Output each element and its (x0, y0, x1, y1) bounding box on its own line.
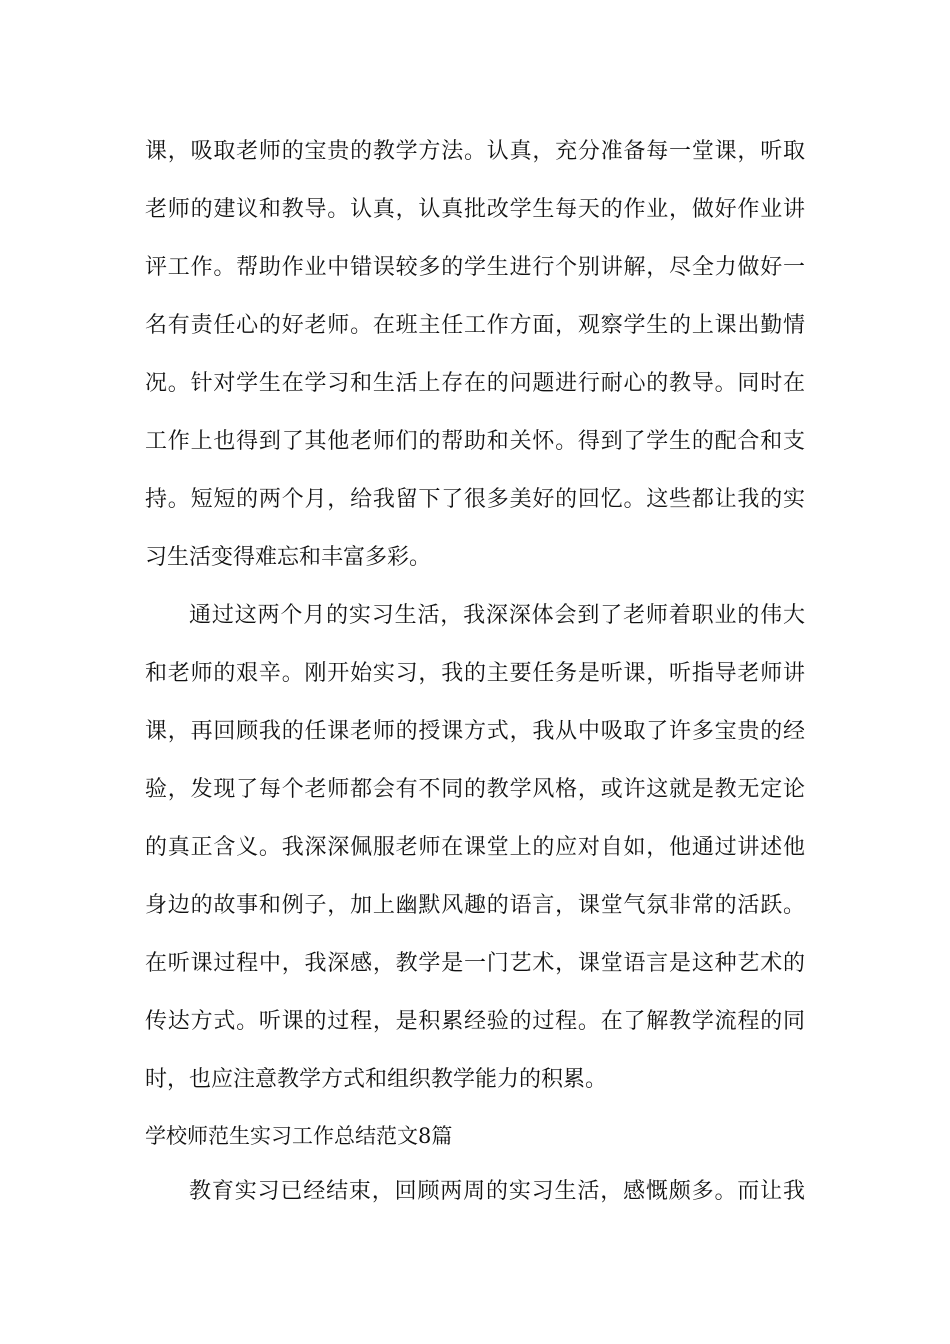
text-line: 持。短短的两个月，给我留下了很多美好的回忆。这些都让我的实 (145, 487, 805, 512)
paragraph-2 (145, 587, 805, 1109)
text-line: 课，再回顾我的任课老师的授课方式，我从中吸取了许多宝贵的经 (145, 719, 805, 744)
text-line: 传达方式。听课的过程，是积累经验的过程。在了解教学流程的同 (145, 1009, 805, 1034)
document-page (145, 123, 805, 1221)
text-line: 和老师的艰辛。刚开始实习，我的主要任务是听课，听指导老师讲 (145, 661, 805, 686)
section-heading: 学校师范生实习工作总结范文8篇 (145, 1124, 453, 1148)
text-line: 在听课过程中，我深感，教学是一门艺术，课堂语言是这种艺术的 (145, 951, 805, 976)
text-line: 时，也应注意教学方式和组织教学能力的积累。 (145, 1067, 608, 1092)
text-line: 况。针对学生在学习和生活上存在的问题进行耐心的教导。同时在 (145, 371, 805, 396)
paragraph-1 (145, 123, 805, 587)
text-line: 老师的建议和教导。认真，认真批改学生每天的作业，做好作业讲 (145, 197, 805, 222)
text-line: 的真正含义。我深深佩服老师在课堂上的应对自如，他通过讲述他 (145, 835, 805, 860)
text-line: 习生活变得难忘和丰富多彩。 (145, 545, 432, 570)
text-line: 验，发现了每个老师都会有不同的教学风格，或许这就是教无定论 (145, 777, 805, 802)
text-line: 工作上也得到了其他老师们的帮助和关怀。得到了学生的配合和支 (145, 429, 805, 454)
text-line: 评工作。帮助作业中错误较多的学生进行个别讲解，尽全力做好一 (145, 255, 805, 280)
text-line: 通过这两个月的实习生活，我深深体会到了老师着职业的伟大 (189, 603, 805, 628)
paragraph-3 (145, 1163, 805, 1221)
text-line: 课，吸取老师的宝贵的教学方法。认真，充分准备每一堂课，听取 (145, 139, 805, 164)
text-line: 教育实习已经结束，回顾两周的实习生活，感慨颇多。而让我 (189, 1179, 805, 1204)
text-line: 身边的故事和例子，加上幽默风趣的语言，课堂气氛非常的活跃。 (145, 893, 805, 918)
text-line: 名有责任心的好老师。在班主任工作方面，观察学生的上课出勤情 (145, 313, 805, 338)
